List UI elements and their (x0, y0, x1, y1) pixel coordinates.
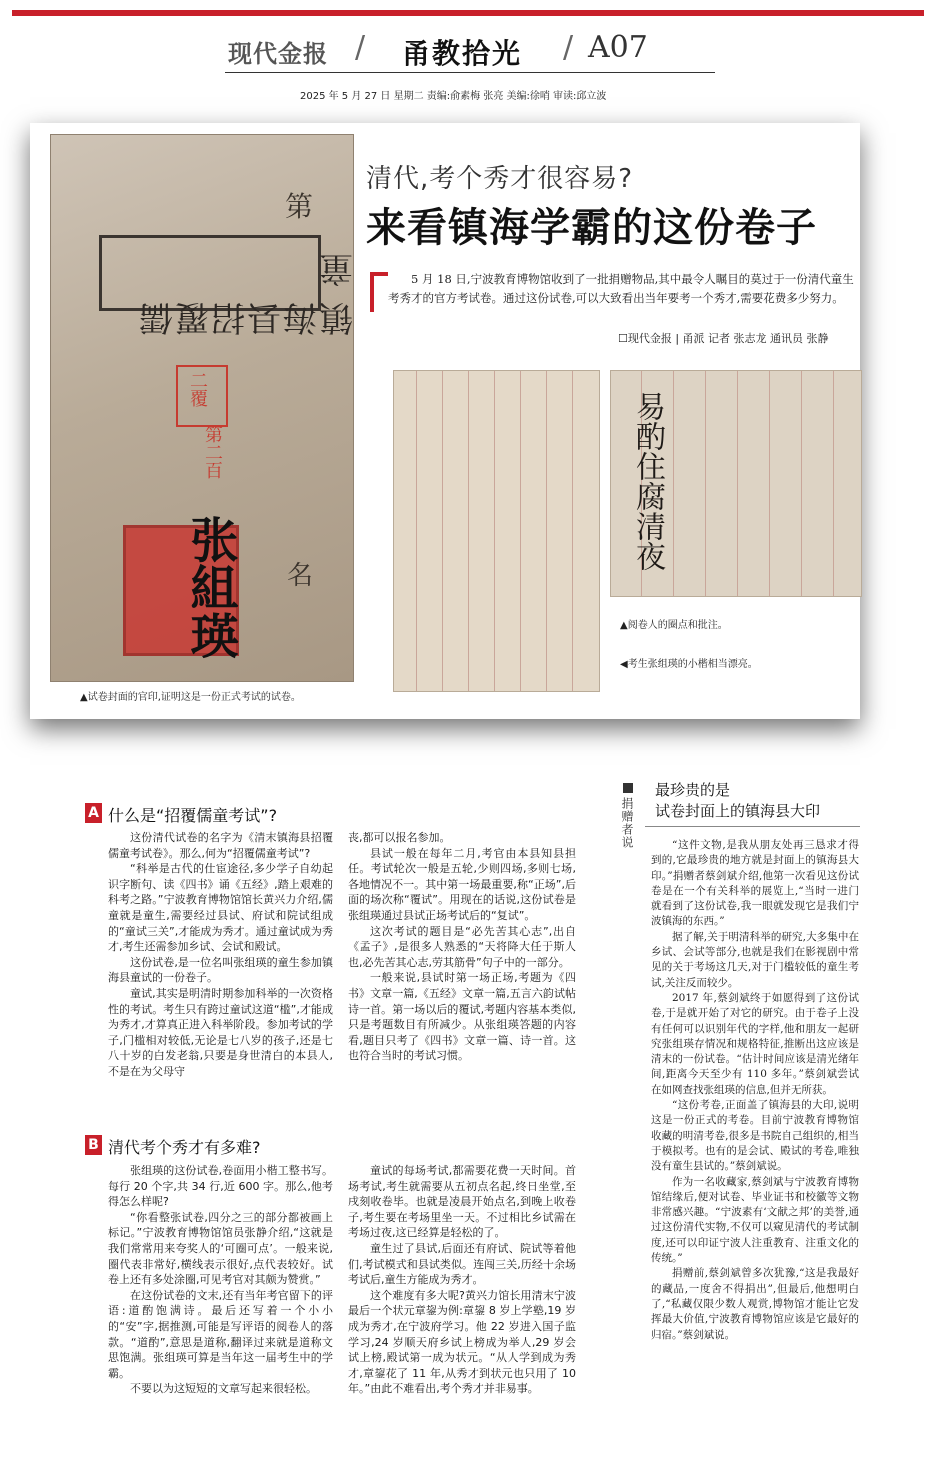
paper-name: 现代金报 (228, 40, 328, 68)
section-b-title: 清代考个秀才有多难? (108, 1138, 261, 1157)
paragraph: 丧,都可以报名参加。 (348, 831, 451, 844)
exam-page-photo (393, 370, 600, 692)
masthead-divider: / (563, 30, 574, 65)
handwriting-photo (610, 370, 862, 597)
grid-line (673, 371, 674, 596)
sidebar-body (651, 838, 859, 1343)
sidebar-tag: 捐赠者说 (620, 797, 634, 849)
grid-line (769, 371, 770, 596)
paragraph: 县试一般在每年二月,考官由本县知县担任。考试轮次一般是五轮,少则四场,多则七场,各地情况不一。其中第一场最重要,称“正场”,后面的场次称“覆试”。用现在的话说,这份试卷是张组瑛通过县试正场考试后的“复试”。 (348, 846, 576, 922)
lead-paragraph: 5 月 18 日,宁波教育博物馆收到了一批捐赠物品,其中最令人瞩目的莫过于一份清代童生考秀才的官方考试卷。通过这份试卷,可以大致看出当年要考一个秀才,需要花费多少努力。 (388, 272, 854, 305)
headline: 来看镇海学霸的这份卷子 (366, 205, 817, 251)
section-a-title: 什么是“招覆儒童考试”? (108, 806, 278, 825)
section-name: 甬教拾光 (402, 37, 523, 70)
grid-line (737, 371, 738, 596)
grid-line (546, 371, 547, 691)
sidebar-rule (645, 826, 860, 827)
grid-line (833, 371, 834, 596)
dateline: 2025 年 5 月 27 日 星期二 责编:俞素梅 张亮 美编:徐哨 审读:邱立波 (300, 91, 607, 102)
cover-stamp-text: 镇海县招覆儒童 (137, 248, 353, 337)
cover-red-number: 第二百 (202, 425, 223, 479)
paragraph: 据了解,关于明清科举的研究,大多集中在乡试、会试等部分,也就是我们在影视剧中常见的关于考场这几天,对于门槛较低的童生考试,关注反而较少。 (651, 930, 859, 989)
masthead-divider: / (355, 30, 366, 65)
section-b-column-2 (348, 1163, 576, 1397)
grid-line (520, 371, 521, 691)
exam-cover-photo (50, 134, 354, 682)
paragraph: 不要以为这短短的文章写起来很轻松。 (130, 1382, 317, 1396)
byline: ☐现代金报 | 甬派 记者 张志龙 通讯员 张静 (618, 332, 829, 345)
cover-name-char: 名 (287, 561, 314, 591)
sidebar-marker (623, 783, 633, 793)
marks-caption: ▲阅卷人的圈点和批注。 (620, 620, 728, 631)
section-b-column-1 (108, 1163, 333, 1397)
paragraph: “这份考卷,正面盖了镇海县的大印,说明这是一份正式的考卷。目前宁波教育博物馆收藏的明清考卷,很多是书院自己组织的,相当于模拟考。也有的是会试、殿试的考卷,唯独没有童生县试的。”蔡剑斌说。 (651, 1099, 859, 1173)
cover-red-label: 二覆 (187, 371, 208, 407)
masthead-rule (225, 72, 715, 73)
paragraph: 童生过了县试,后面还有府试、院试等着他们,考试模式和县试类似。连闯三关,历经十余场考试后,童生方能成为秀才。 (348, 1241, 576, 1287)
grid-line (442, 371, 443, 691)
grid-line (494, 371, 495, 691)
paragraph: 这个难度有多大呢?黄兴力馆长用清末宁波最后一个状元章鋆为例:章鋆 8 岁上学塾,19 岁成为秀才,在宁波府学习。他 22 岁进入国子监学习,24 岁顺天府乡试上榜成为举人,29 岁会试上榜,殿试第一成为状元。“从人学到成为秀才,章鋆花了 11 年,从秀才到状元也只用了 10 年。”由此不难看出,考个秀才并非易事。 (348, 1288, 576, 1396)
paragraph: 张组瑛的这份试卷,卷面用小楷工整书写。每行 20 个字,共 34 行,近 600 字。那么,他考得怎么样呢? (108, 1164, 333, 1209)
grid-line (468, 371, 469, 691)
page-number: A07 (588, 30, 648, 65)
paragraph: 一般来说,县试时第一场正场,考题为《四书》文章一篇,《五经》文章一篇,五言六韵试帖诗一首。第一场以后的覆试,考题内容基本类似,只是考题数目有所减少。从张组瑛答题的内容看,题目只考了《四书》文章一篇、诗一首。这也符合当时的考试习惯。 (348, 971, 576, 1063)
lead-bracket (370, 272, 388, 312)
paragraph: 2017 年,蔡剑斌终于如愿得到了这份试卷,于是就开始了对它的研究。由于卷子上没有任何可以识别年代的字样,他和朋友一起研究张组瑛存情况和规格特征,推断出这应该是清末的一份试卷。“估计时间应该是清光绪年间,距离今天至少有 110 多年。”蔡剑斌尝试在如网查找张组瑛的信息,但并无所获。 (651, 991, 859, 1096)
top-red-rule (12, 10, 924, 16)
grid-line (416, 371, 417, 691)
handwriting-caption: ◀考生张组瑛的小楷相当漂亮。 (620, 659, 758, 670)
paragraph: “你看整张试卷,四分之三的部分都被画上标记。”宁波教育博物馆馆员张静介绍,“这就是我们常常用来夸奖人的‘可圈可点’。一般来说,圈代表非常好,横线表示很好,点代表较好。试卷上还有多处涂圈,可见考官对其颇为赞赏。” (108, 1210, 333, 1287)
paragraph: 童试的每场考试,都需要花费一天时间。首场考试,考生就需要从五初点名起,终日坐堂,至戌刻收卷毕。也就是凌晨开始点名,到晚上收卷子,考生要在考场里坐一天。不过相比乡试需在考场过夜,这已经算是轻松的了。 (348, 1164, 576, 1240)
paragraph: 这次考试的题目是“必先苦其心志”,出自《孟子》,是很多人熟悉的“天将降大任于斯人也,必先苦其心志,劳其筋骨”句子中的一部分。 (348, 924, 576, 969)
paragraph: 作为一名收藏家,蔡剑斌与宁波教育博物馆结缘后,便对试卷、毕业证书和校徽等文物非常感兴趣。“宁波素有‘文献之邦’的美誉,通过这份清代实物,不仅可以窥见清代的考试制度,还可以印证宁波人注重教育、注重文化的传统。” (651, 1175, 859, 1265)
grid-line (572, 371, 573, 691)
paragraph: 童试,其实是明清时期参加科举的一次资格性的考试。考生只有跨过童试这道“槛”,才能成为秀才,才算真正进入科举阶段。参加考试的学子,门槛相对较低,无论是七八岁的孩子,还是七八十岁的白发老翁,只要是身世清白的本县人,不是在为父母守 (108, 986, 333, 1078)
examiner-comment: 易酌住腐清夜 (630, 391, 665, 571)
sidebar-title-line-2: 试卷封面上的镇海县大印 (655, 802, 821, 820)
candidate-name: 张組瑛 (182, 515, 238, 659)
paragraph: “科举是古代的仕宦途径,多少学子自幼起识字断句、读《四书》诵《五经》,踏上艰难的科考之路。”宁波教育博物馆馆长黄兴力介绍,儒童就是童生,需要经过县试、府试和院试组成的“童试三关”,才能成为秀才。通过童试成为秀才,考生还需参加乡试、会试和殿试。 (108, 862, 333, 954)
sidebar-title-line-1: 最珍贵的是 (655, 781, 731, 799)
paragraph: 在这份试卷的文末,还有当年考官留下的评语:道酌饱满诗。最后还写着一个小小的“安”字,据推测,可能是写评语的阅卷人的落款。“道酌”,意思是道称,翻译过来就是道称文思饱满。张组瑛可算是当年这一届考生中的学霸。 (108, 1288, 333, 1380)
paragraph: “这件文物,是我从朋友处再三恳求才得到的,它最珍贵的地方就是封面上的镇海县大印。”捐赠者蔡剑斌介绍,他第一次看见这份试卷是在一个有关科举的展览上,“当时一进门就看到了这份试卷,我一眼就发现它是我们宁波镇海的东西。” (651, 839, 859, 928)
paragraph: 捐赠前,蔡剑斌曾多次犹豫,“这是我最好的藏品,一度舍不得捐出”,但最后,他想明白了,“私藏仅限少数人观赏,博物馆才能让它发挥最大价值,宁波教育博物馆应该是它最好的归宿。”蔡剑斌说。 (651, 1267, 859, 1341)
section-b-badge: B (85, 1135, 102, 1155)
paragraph: 这份试卷,是一位名叫张组瑛的童生参加镇海县童试的一份卷子。 (108, 955, 333, 985)
grid-line (705, 371, 706, 596)
section-a-column-1 (108, 830, 333, 1080)
paragraph: 这份清代试卷的名字为《清末镇海县招覆儒童考试卷》。那么,何为“招覆儒童考试”? (108, 831, 333, 860)
cover-caption: ▲试卷封面的官印,证明这是一份正式考试的试卷。 (80, 692, 301, 703)
masthead (0, 28, 934, 78)
grid-line (801, 371, 802, 596)
section-a-column-2 (348, 830, 576, 1064)
kicker: 清代,考个秀才很容易? (366, 164, 634, 194)
cover-handwritten-char: 第 (285, 190, 314, 223)
section-a-badge: A (85, 803, 102, 823)
